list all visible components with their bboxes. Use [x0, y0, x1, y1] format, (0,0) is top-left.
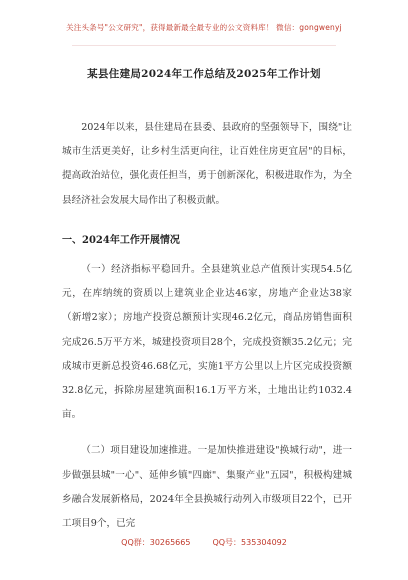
- section-heading: 一、2024年工作开展情况: [62, 235, 180, 246]
- document-title: 某县住建局2024年工作总结及2025年工作计划: [87, 68, 321, 80]
- intro-paragraph: 2024年以来，县住建局在县委、县政府的坚强领导下，围绕"让城市生活更美好，让乡村生活更向往，让百姓住房更宜居"的目标，提高政治站位，强化责任担当，勇于创新深化，积极进取作为，为全县经济社会发展大局作出了积极贡献。: [62, 122, 352, 206]
- contact-footer: [0, 537, 408, 548]
- section-body: [62, 258, 352, 536]
- qq-number-label: QQ号：535304092: [212, 538, 287, 547]
- qq-group-label: QQ群：30265665: [121, 538, 191, 547]
- intro-block: [62, 116, 352, 213]
- paragraph-project-construction: （二）项目建设加速推进。一是加快推进建设"换城行动"，进一步做强县城"一心"、延伸乡镇"四廊"、集聚产业"五园"，积极构建城乡融合发展新格局，2024年全县换城行动列入市级项目22个，已开工项目9个，已完: [62, 445, 352, 530]
- paragraph-economic-indicators: （一）经济指标平稳回升。全县建筑业总产值预计实现54.5亿元，在库纳统的资质以上建筑业企业达46家，房地产企业达38家（新增2家）；房地产投资总额预计实现46.2亿元，商品房销售面积完成26.5万平方米，城建投资项目28个，完成投资额35.2亿元；完成城市更新总投资46.68亿元，实施1平方公里以上片区完成投资额32.8亿元，拆除房屋建筑面积16.1万平方米，土地出让约1032.4亩。: [62, 264, 352, 421]
- promo-banner: 关注头条号"公文研究"，获得最新最全最专业的公文资料库！ 微信：gongwenyj: [66, 23, 342, 32]
- banner-divider: [72, 45, 336, 46]
